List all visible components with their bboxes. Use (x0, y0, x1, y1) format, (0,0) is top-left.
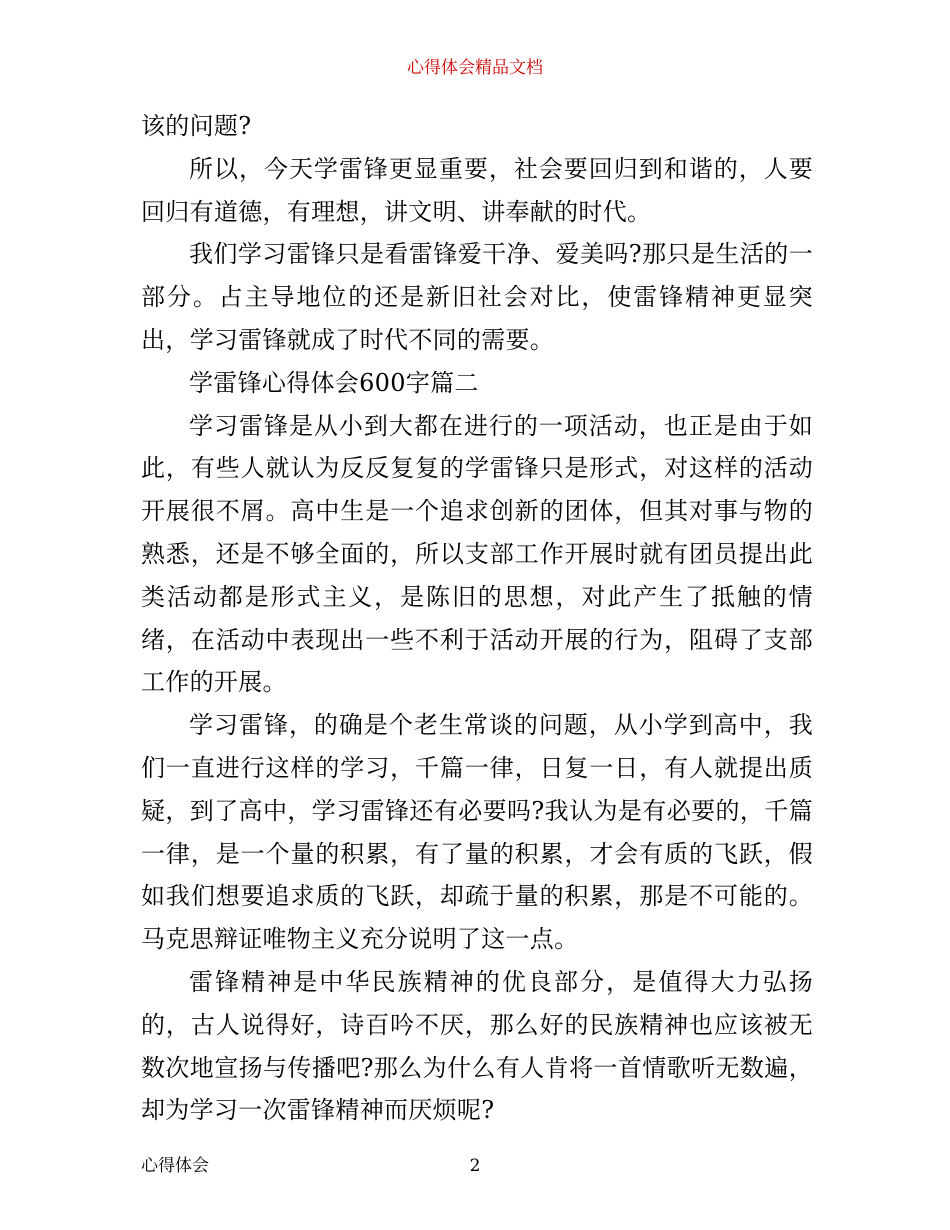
header-title: 心得体会精品文档 (407, 58, 543, 78)
paragraph: 所以，今天学雷锋更显重要，社会要回归到和谐的，人要回归有道德，有理想，讲文明、讲奉献的时代。 (141, 154, 813, 226)
paragraph-continuation: 该的问题? (141, 112, 252, 140)
section-heading: 学雷锋心得体会600字篇二 (189, 368, 479, 397)
paragraph: 学习雷锋是从小到大都在进行的一项活动，也正是由于如此，有些人就认为反反复复的学雷锋只是形式，对这样的活动开展很不屑。高中生是一个追求创新的团体，但其对事与物的熟悉，还是不够全面的，所以支部工作开展时就有团员提出此类活动都是形式主义，是陈旧的思想，对此产生了抵触的情绪，在活动中表现出一些不利于活动开展的行为，阻碍了支部工作的开展。 (141, 411, 813, 697)
paragraph: 学习雷锋，的确是个老生常谈的问题，从小学到高中，我们一直进行这样的学习，千篇一律，日复一日，有人就提出质疑，到了高中，学习雷锋还有必要吗?我认为是有必要的，千篇一律，是一个量的积累，有了量的积累，才会有质的飞跃，假如我们想要追求质的飞跃，却疏于量的积累，那是不可能的。马克思辩证唯物主义充分说明了这一点。 (141, 711, 813, 954)
footer-label: 心得体会 (141, 1156, 209, 1176)
paragraph: 我们学习雷锋只是看雷锋爱干净、爱美吗?那只是生活的一部分。占主导地位的还是新旧社会对比，使雷锋精神更显突出，学习雷锋就成了时代不同的需要。 (141, 240, 813, 354)
page-number: 2 (469, 1156, 481, 1176)
document-body (141, 105, 813, 1132)
page-header (0, 56, 950, 80)
paragraph: 雷锋精神是中华民族精神的优良部分，是值得大力弘扬的，古人说得好，诗百吟不厌，那么好的民族精神也应该被无数次地宣扬与传播吧?那么为什么有人肯将一首情歌听无数遍，却为学习一次雷锋精神而厌烦呢? (141, 967, 813, 1125)
